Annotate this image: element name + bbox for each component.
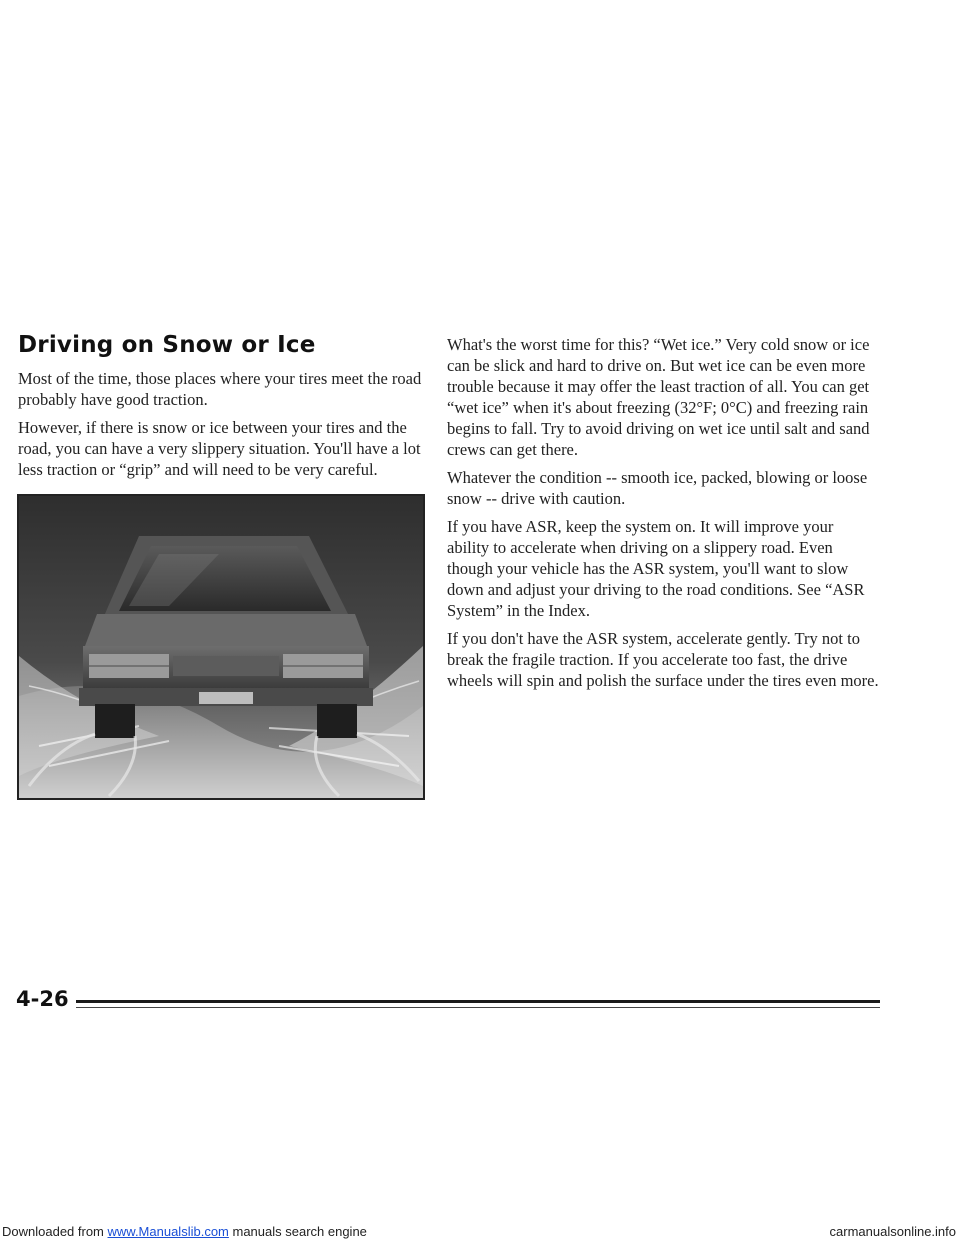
banner-suffix: manuals search engine bbox=[228, 1224, 367, 1239]
paragraph: Whatever the condition -- smooth ice, packed, blowing or loose snow -- drive with caution. bbox=[447, 468, 868, 508]
footer-rule-thin bbox=[76, 1007, 880, 1008]
page-number: 4-26 bbox=[16, 987, 69, 1011]
car-rear-drawing bbox=[19, 496, 423, 798]
paragraph: If you don't have the ASR system, accelerate gently. Try not to break the fragile traction. If you accelerate too fast, the drive wheels will spin and polish the surface under the tires even more. bbox=[447, 629, 879, 690]
paragraph: Most of the time, those places where your tires meet the road probably have good traction. bbox=[18, 369, 422, 409]
watermark-text: carmanualsonline.info bbox=[829, 1224, 956, 1239]
right-column bbox=[447, 334, 879, 698]
car-on-ice-illustration bbox=[17, 494, 425, 800]
footer-rule bbox=[76, 1000, 880, 1003]
download-banner bbox=[0, 1224, 960, 1242]
left-column bbox=[18, 368, 430, 487]
banner-prefix: Downloaded from bbox=[2, 1224, 108, 1239]
banner-text bbox=[2, 1224, 367, 1240]
paragraph: However, if there is snow or ice between your tires and the road, you can have a very slippery situation. You'll have a lot less traction or “grip” and will need to be very careful. bbox=[18, 418, 421, 479]
manualslib-link[interactable]: www.Manualslib.com bbox=[107, 1224, 229, 1239]
paragraph: What's the worst time for this? “Wet ice.” Very cold snow or ice can be slick and hard to drive on. But wet ice can be even more trouble because it may offer the least traction of all. You can get “wet ice” when it's about freezing (32°F; 0°C) and freezing rain begins to fall. Try to avoid driving on wet ice until salt and sand crews can get there. bbox=[447, 335, 870, 459]
section-heading: Driving on Snow or Ice bbox=[18, 332, 316, 358]
paragraph: If you have ASR, keep the system on. It will improve your ability to accelerate when driving on a slippery road. Even though your vehicle has the ASR system, you'll want to slow down and adjust your driving to the road conditions. See “ASR System” in the Index. bbox=[447, 517, 865, 620]
